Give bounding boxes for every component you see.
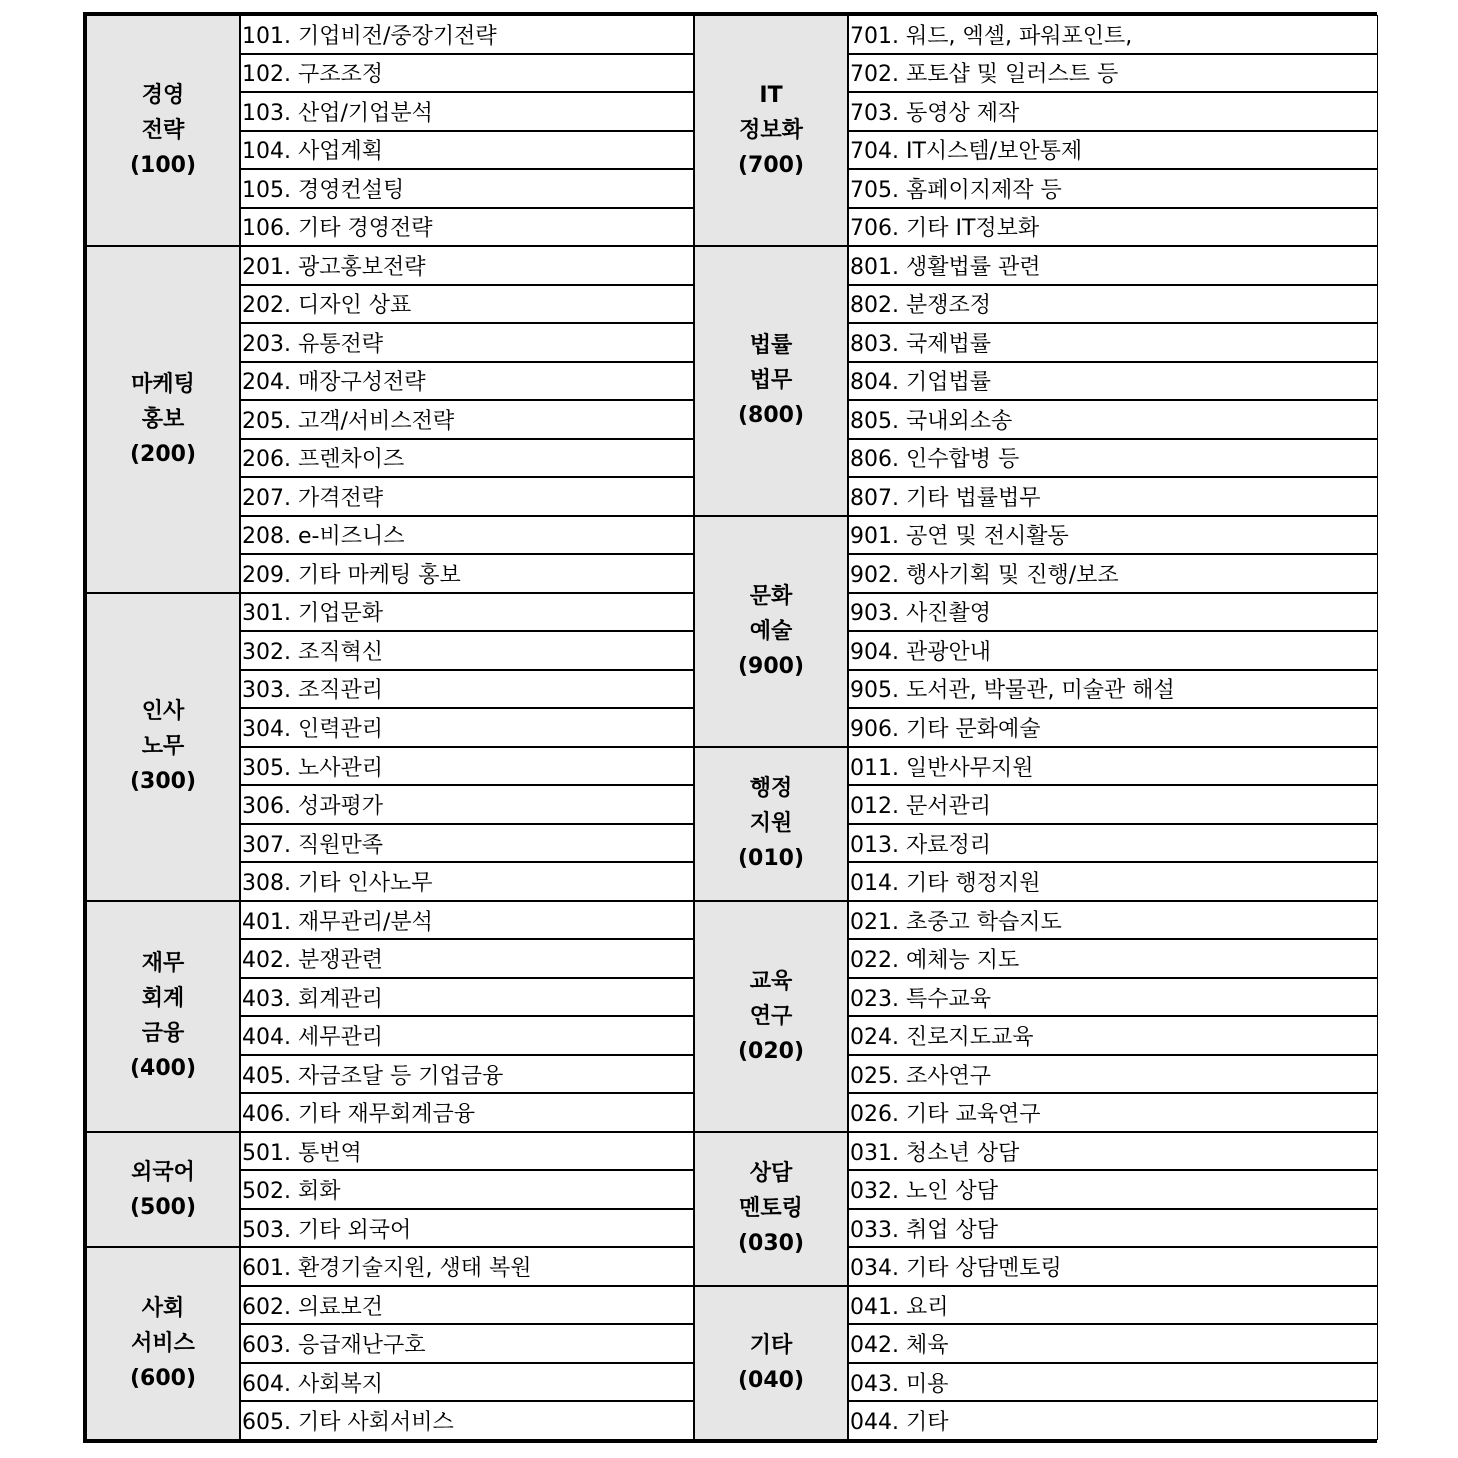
category-item: 902. 행사기획 및 진행/보조 bbox=[848, 554, 1378, 593]
category-item: 705. 홈페이지제작 등 bbox=[848, 169, 1378, 208]
category-item: 807. 기타 법률법무 bbox=[848, 477, 1378, 516]
category-item: 033. 취업 상담 bbox=[848, 1209, 1378, 1248]
category-item: 013. 자료정리 bbox=[848, 824, 1378, 863]
category-item: 207. 가격전략 bbox=[240, 477, 694, 516]
category-item: 605. 기타 사회서비스 bbox=[240, 1401, 694, 1440]
category-item: 405. 자금조달 등 기업금융 bbox=[240, 1055, 694, 1094]
category-item: 104. 사업계획 bbox=[240, 131, 694, 170]
category-label: 문화 예술 (900) bbox=[694, 516, 848, 747]
category-item: 301. 기업문화 bbox=[240, 593, 694, 632]
category-item: 042. 체육 bbox=[848, 1324, 1378, 1363]
category-item: 402. 분쟁관련 bbox=[240, 939, 694, 978]
category-item: 403. 회계관리 bbox=[240, 978, 694, 1017]
category-item: 012. 문서관리 bbox=[848, 785, 1378, 824]
category-item: 806. 인수합병 등 bbox=[848, 439, 1378, 478]
category-item: 024. 진로지도교육 bbox=[848, 1016, 1378, 1055]
category-label: IT 정보화 (700) bbox=[694, 15, 848, 246]
category-item: 903. 사진촬영 bbox=[848, 593, 1378, 632]
category-label: 행정 지원 (010) bbox=[694, 747, 848, 901]
category-item: 803. 국제법률 bbox=[848, 323, 1378, 362]
category-item: 041. 요리 bbox=[848, 1286, 1378, 1325]
category-label: 법률 법무 (800) bbox=[694, 246, 848, 516]
category-item: 043. 미용 bbox=[848, 1363, 1378, 1402]
category-item: 208. e-비즈니스 bbox=[240, 516, 694, 555]
category-item: 304. 인력관리 bbox=[240, 708, 694, 747]
category-item: 209. 기타 마케팅 홍보 bbox=[240, 554, 694, 593]
category-item: 102. 구조조정 bbox=[240, 54, 694, 93]
category-item: 706. 기타 IT정보화 bbox=[848, 208, 1378, 247]
category-item: 502. 회화 bbox=[240, 1170, 694, 1209]
category-item: 904. 관광안내 bbox=[848, 631, 1378, 670]
category-item: 021. 초중고 학습지도 bbox=[848, 901, 1378, 940]
category-item: 022. 예체능 지도 bbox=[848, 939, 1378, 978]
category-item: 026. 기타 교육연구 bbox=[848, 1093, 1378, 1132]
category-label: 외국어 (500) bbox=[86, 1132, 240, 1248]
category-item: 306. 성과평가 bbox=[240, 785, 694, 824]
category-item: 025. 조사연구 bbox=[848, 1055, 1378, 1094]
category-item: 401. 재무관리/분석 bbox=[240, 901, 694, 940]
category-item: 031. 청소년 상담 bbox=[848, 1132, 1378, 1171]
category-table bbox=[83, 12, 1377, 1443]
category-item: 307. 직원만족 bbox=[240, 824, 694, 863]
category-label: 기타 (040) bbox=[694, 1286, 848, 1440]
category-item: 805. 국내외소송 bbox=[848, 400, 1378, 439]
category-item: 406. 기타 재무회계금융 bbox=[240, 1093, 694, 1132]
category-item: 205. 고객/서비스전략 bbox=[240, 400, 694, 439]
category-item: 204. 매장구성전략 bbox=[240, 362, 694, 401]
category-item: 804. 기업법률 bbox=[848, 362, 1378, 401]
category-item: 906. 기타 문화예술 bbox=[848, 708, 1378, 747]
category-item: 106. 기타 경영전략 bbox=[240, 208, 694, 247]
category-label: 마케팅 홍보 (200) bbox=[86, 246, 240, 593]
category-item: 034. 기타 상담멘토링 bbox=[848, 1247, 1378, 1286]
category-item: 011. 일반사무지원 bbox=[848, 747, 1378, 786]
category-label: 경영 전략 (100) bbox=[86, 15, 240, 246]
category-item: 604. 사회복지 bbox=[240, 1363, 694, 1402]
category-item: 023. 특수교육 bbox=[848, 978, 1378, 1017]
category-item: 503. 기타 외국어 bbox=[240, 1209, 694, 1248]
category-label: 교육 연구 (020) bbox=[694, 901, 848, 1132]
category-item: 303. 조직관리 bbox=[240, 670, 694, 709]
category-item: 703. 동영상 제작 bbox=[848, 92, 1378, 131]
category-item: 206. 프렌차이즈 bbox=[240, 439, 694, 478]
category-item: 801. 생활법률 관련 bbox=[848, 246, 1378, 285]
category-label: 사회 서비스 (600) bbox=[86, 1247, 240, 1440]
category-item: 603. 응급재난구호 bbox=[240, 1324, 694, 1363]
category-item: 014. 기타 행정지원 bbox=[848, 862, 1378, 901]
category-item: 701. 워드, 엑셀, 파워포인트, bbox=[848, 15, 1378, 54]
category-item: 905. 도서관, 박물관, 미술관 해설 bbox=[848, 670, 1378, 709]
category-item: 032. 노인 상담 bbox=[848, 1170, 1378, 1209]
category-label: 인사 노무 (300) bbox=[86, 593, 240, 901]
category-item: 308. 기타 인사노무 bbox=[240, 862, 694, 901]
category-item: 602. 의료보건 bbox=[240, 1286, 694, 1325]
category-item: 404. 세무관리 bbox=[240, 1016, 694, 1055]
category-item: 601. 환경기술지원, 생태 복원 bbox=[240, 1247, 694, 1286]
category-label: 재무 회계 금융 (400) bbox=[86, 901, 240, 1132]
category-item: 501. 통번역 bbox=[240, 1132, 694, 1171]
category-item: 044. 기타 bbox=[848, 1401, 1378, 1440]
category-item: 704. IT시스템/보안통제 bbox=[848, 131, 1378, 170]
category-item: 302. 조직혁신 bbox=[240, 631, 694, 670]
category-item: 101. 기업비전/중장기전략 bbox=[240, 15, 694, 54]
category-item: 901. 공연 및 전시활동 bbox=[848, 516, 1378, 555]
category-item: 201. 광고홍보전략 bbox=[240, 246, 694, 285]
category-label: 상담 멘토링 (030) bbox=[694, 1132, 848, 1286]
category-item: 202. 디자인 상표 bbox=[240, 285, 694, 324]
category-item: 105. 경영컨설팅 bbox=[240, 169, 694, 208]
category-item: 203. 유통전략 bbox=[240, 323, 694, 362]
category-item: 702. 포토샵 및 일러스트 등 bbox=[848, 54, 1378, 93]
category-item: 802. 분쟁조정 bbox=[848, 285, 1378, 324]
category-item: 103. 산업/기업분석 bbox=[240, 92, 694, 131]
category-item: 305. 노사관리 bbox=[240, 747, 694, 786]
